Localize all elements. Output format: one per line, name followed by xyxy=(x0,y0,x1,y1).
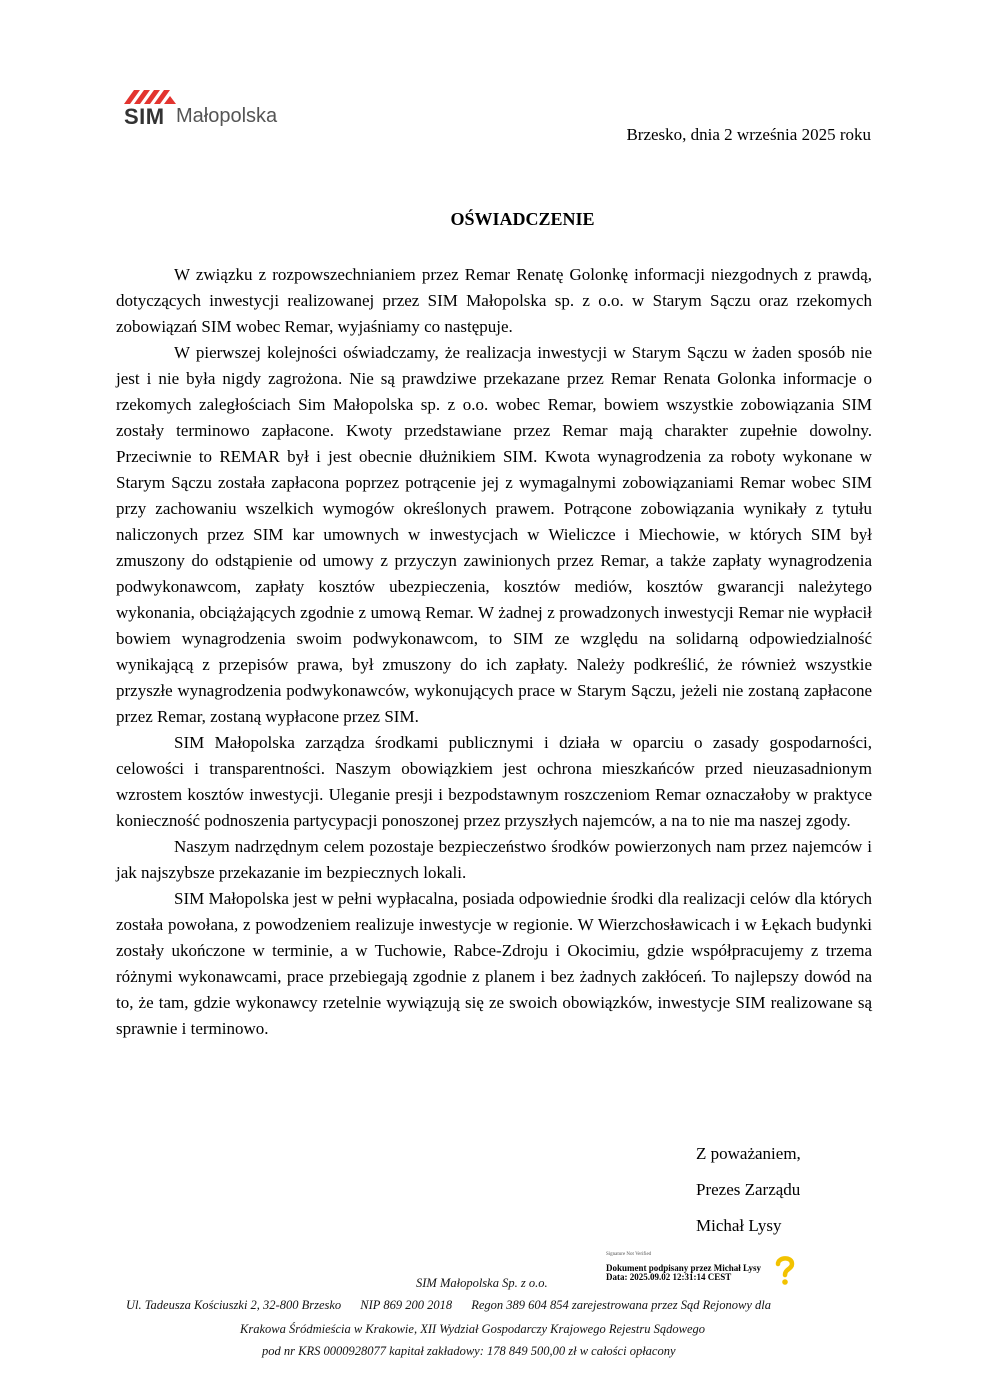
document-date: Brzesko, dnia 2 września 2025 roku xyxy=(626,125,871,144)
signature-status: Signature Not Verified xyxy=(606,1252,652,1257)
document-title: OŚWIADCZENIE xyxy=(450,209,595,229)
signature-block xyxy=(696,1140,801,1248)
footer-krs: pod nr KRS 0000928077 kapitał zakładowy: 178 849 500,00 zł w całości opłacony xyxy=(262,1344,676,1358)
company-logo xyxy=(124,88,324,130)
signature-date: Data: 2025.09.02 12:31:14 CEST xyxy=(606,1272,732,1282)
footer-registry-line xyxy=(126,1298,886,1313)
document-body xyxy=(116,262,872,1042)
question-mark-icon xyxy=(774,1254,796,1286)
footer-regon: Regon 389 604 854 zarejestrowana przez Sąd Rejonowy dla xyxy=(471,1298,771,1312)
paragraph: SIM Małopolska jest w pełni wypłacalna, posiada odpowiednie środki dla realizacji celów dla których została powołana, z powodzeniem realizuje inwestycje w regionie. W Wierzchosławicach i w Łękach budynki zostały ukończone w terminie, a w Tuchowie, Rabce-Zdroju i Okocimiu, gdzie współpracujemy z trzema różnymi wykonawcami, prace przebiegają zgodnie z planem i bez żadnych zakłóceń. To najlepszy dowód na to, że tam, gdzie wykonawcy rzetelnie wywiązują się ze swoich obowiązków, inwestycje SIM realizowane są sprawnie i terminowo. xyxy=(116,889,872,1038)
paragraph: W pierwszej kolejności oświadczamy, że realizacja inwestycji w Starym Sączu w żaden sposób nie jest i nie była nigdy zagrożona. Nie są prawdziwe przekazane przez Remar Renata Golonka informacje o rzekomych zaległościach Sim Małopolska sp. z o.o. wobec Remar, bowiem wszystkie zobowiązania SIM zostały terminowo zapłacone. Kwoty przedstawiane przez Remar mają charakter zupełnie dowolny. Przeciwnie to REMAR był i jest obecnie dłużnikiem SIM. Kwota wynagrodzenia za roboty wykonane w Starym Sączu została zapłacona poprzez potrącenie jej z wymagalnymi zobowiązaniami Remar wobec SIM przy zachowaniu wszelkich wymogów określonych prawem. Potrącone zobowiązania wynikały z tytułu naliczonych przez SIM kar umownych w inwestycjach w Wieliczce i Miechowie, w których SIM był zmuszony do odstąpienie od umowy z przyczyn zawinionych przez Remar, a także zapłaty wynagrodzenia podwykonawcom, zapłaty kosztów ubezpieczenia, kosztów mediów, kosztów gwarancji należytego wykonania, obciążających zgodnie z umową Remar. W żadnej z prowadzonych inwestycji Remar nie wypłacił bowiem wynagrodzenia swoim podwykonawcom, to SIM ze względu na solidarną odpowiedzialność wynikającą z przepisów prawa, był zmuszony do ich zapłaty. Należy podkreślić, że również wszystkie przyszłe wynagrodzenia podwykonawców, wykonujących prace w Starym Sączu, jeżeli nie zostaną zapłacone przez Remar, zostaną wypłacone przez SIM. xyxy=(116,343,872,726)
footer-address: Ul. Tadeusza Kościuszki 2, 32-800 Brzesko xyxy=(126,1298,342,1312)
signature-closing: Z poważaniem, xyxy=(696,1144,801,1163)
logo-region-text: Małopolska xyxy=(176,105,278,127)
signature-name: Michał Lysy xyxy=(696,1216,782,1235)
footer-nip: NIP 869 200 2018 xyxy=(360,1298,453,1312)
paragraph: SIM Małopolska zarządza środkami publicznymi i działa w oparciu o zasady gospodarności, celowości i transparentności. Naszym obowiązkiem jest ochrona mieszkańców przed nieuzasadnionym wzrostem kosztów inwestycji. Uleganie presji i bezpodstawnym roszczeniom Remar oznaczałoby w praktyce konieczność podnoszenia partycypacji ponoszonej przez przyszłych najemców, a na to nie ma naszej zgody. xyxy=(116,733,872,830)
electronic-signature[interactable] xyxy=(606,1252,806,1292)
paragraph: W związku z rozpowszechnianiem przez Remar Renatę Golonkę informacji niezgodnych z prawdą, dotyczących inwestycji realizowanej przez SIM Małopolska sp. z o.o. w Starym Sączu oraz rzekomych zobowiązań SIM wobec Remar, wyjaśniamy co następuje. xyxy=(116,265,872,336)
signature-role: Prezes Zarządu xyxy=(696,1180,801,1199)
logo-roof-icon xyxy=(124,88,184,104)
logo-sim-text: SIM xyxy=(124,104,165,129)
paragraph: Naszym nadrzędnym celem pozostaje bezpieczeństwo środków powierzonych nam przez najemców i jak najszybsze przekazanie im bezpiecznych lokali. xyxy=(116,837,872,882)
footer-court: Krakowa Śródmieścia w Krakowie, XII Wydział Gospodarczy Krajowego Rejestru Sądowego xyxy=(240,1322,706,1336)
footer-company: SIM Małopolska Sp. z o.o. xyxy=(416,1276,548,1290)
signature-signed-by: Dokument podpisany przez Michał Lysy xyxy=(606,1263,762,1273)
